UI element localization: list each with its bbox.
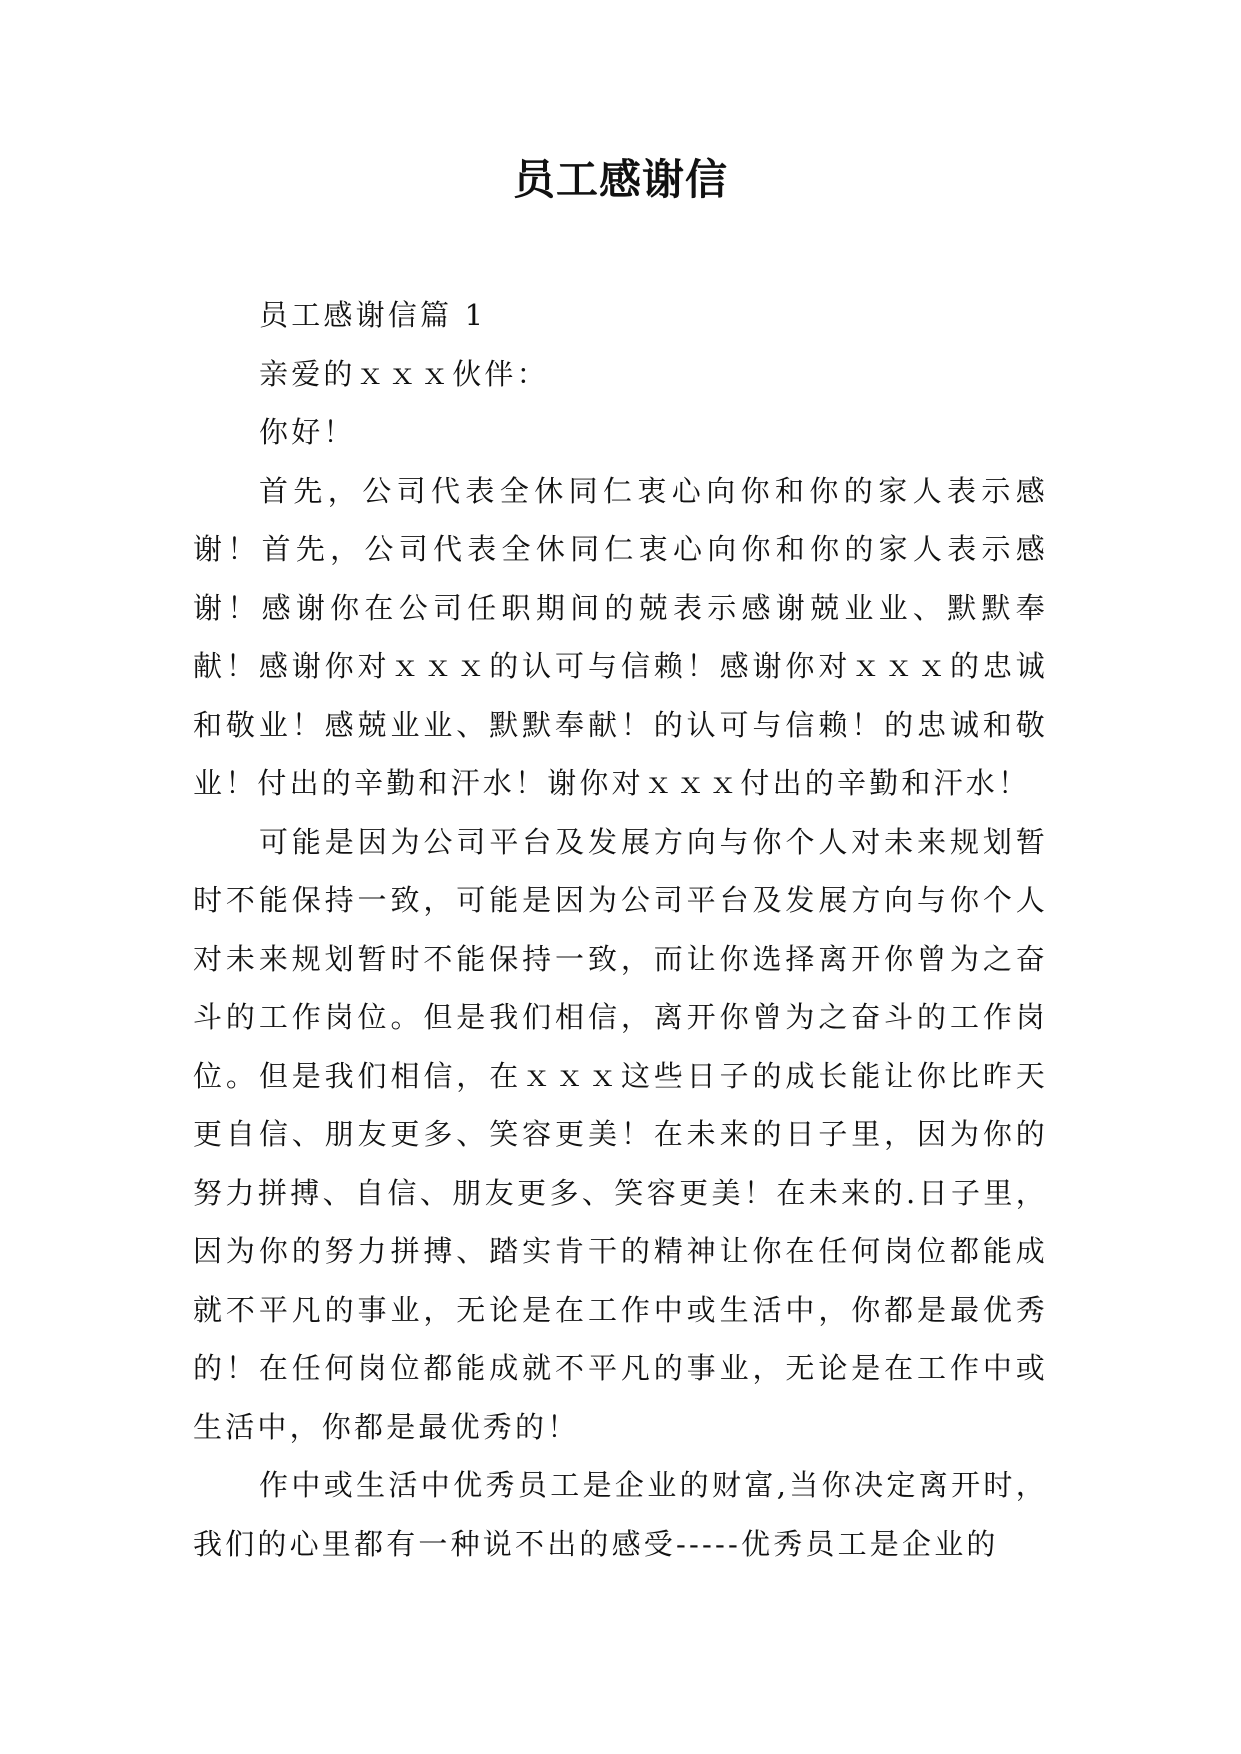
- document-title: 员工感谢信: [512, 155, 728, 204]
- letter-paragraph-closing: 作中或生活中优秀员工是企业的财富,当你决定离开时，我们的心里都有一种说不出的感受-----优秀员工是企业的: [193, 1468, 1048, 1561]
- letter-salutation: 亲爱的ｘｘｘ伙伴：: [259, 356, 549, 391]
- letter-paragraph-thanks: 首先，公司代表全休同仁衷心向你和你的家人表示感谢！首先，公司代表全休同仁衷心向你和你的家人表示感谢！感谢你在公司任职期间的兢表示感谢兢业业、默默奉献！感谢你对ｘｘｘ的认可与信赖！感谢你对ｘｘｘ的忠诚和敬业！感兢业业、默默奉献！的认可与信赖！的忠诚和敬业！付出的辛勤和汗水！谢你对ｘｘｘ付出的辛勤和汗水！: [193, 473, 1048, 800]
- letter-paragraph-farewell: 可能是因为公司平台及发展方向与你个人对未来规划暂时不能保持一致，可能是因为公司平台及发展方向与你个人对未来规划暂时不能保持一致，而让你选择离开你曾为之奋斗的工作岗位。但是我们相信，离开你曾为之奋斗的工作岗位。但是我们相信，在ｘｘｘ这些日子的成长能让你比昨天更自信、朋友更多、笑容更美！在未来的日子里，因为你的努力拼搏、自信、朋友更多、笑容更美！在未来的.日子里，因为你的努力拼搏、踏实肯干的精神让你在任何岗位都能成就不平凡的事业，无论是在工作中或生活中，你都是最优秀的！在任何岗位都能成就不平凡的事业，无论是在工作中或生活中，你都是最优秀的！: [193, 824, 1048, 1444]
- letter-body: [193, 286, 1048, 1573]
- letter-heading: 员工感谢信篇 1: [259, 298, 487, 332]
- letter-greeting: 你好！: [259, 415, 356, 449]
